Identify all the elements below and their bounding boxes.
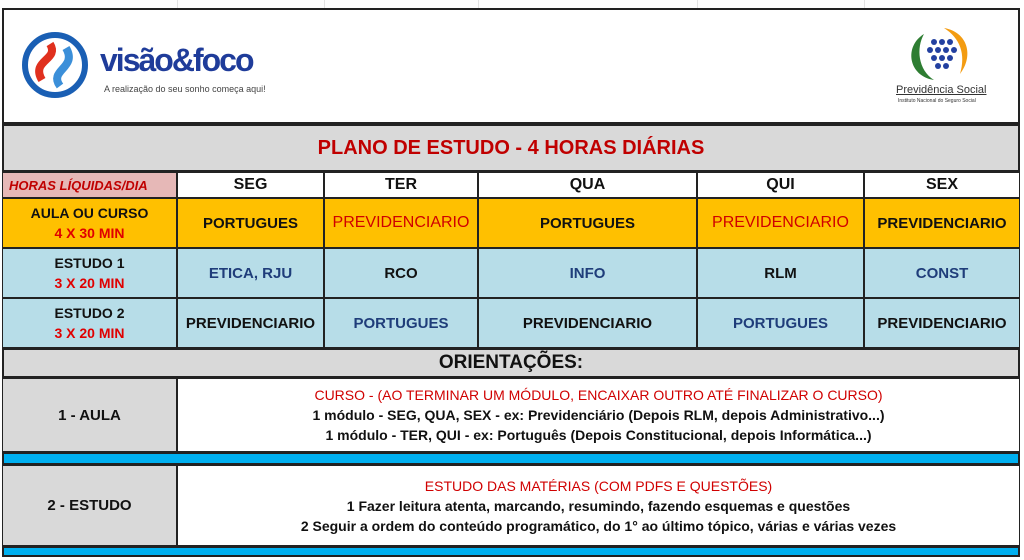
schedule-cell: PREVIDENCIARIO (864, 298, 1020, 348)
orientacao-line: 1 módulo - TER, QUI - ex: Português (Depois Constitucional, depois Informática...) (325, 427, 872, 443)
schedule-cell: RCO (324, 248, 478, 298)
schedule-cell: PREVIDENCIARIO (697, 198, 864, 248)
visao-foco-logo-icon (20, 30, 90, 100)
page-title: PLANO DE ESTUDO - 4 HORAS DIÁRIAS (2, 124, 1020, 172)
schedule-cell: PORTUGUES (478, 198, 697, 248)
schedule-cell: ETICA, RJU (177, 248, 324, 298)
separator-bar (2, 546, 1020, 557)
schedule-cell: PORTUGUES (697, 298, 864, 348)
orientacao-line: 2 Seguir a ordem do conteúdo programático, do 1° ao último tópico, várias e várias vezes (300, 517, 897, 534)
orientacao-label: 2 - ESTUDO (2, 465, 177, 546)
previdencia-logo-icon (904, 26, 974, 82)
row-label (2, 298, 177, 348)
schedule-cell: INFO (478, 248, 697, 298)
schedule-cell: RLM (697, 248, 864, 298)
orientacao-estudo-text (177, 465, 1020, 546)
orientacao-line: 1 Fazer leitura atenta, marcando, resumindo, fazendo esquemas e questões (346, 497, 851, 514)
row-label-title: AULA OU CURSO (30, 205, 149, 221)
row-label-duration: 3 X 20 MIN (54, 325, 125, 341)
orientacoes-title: ORIENTAÇÕES: (2, 348, 1020, 378)
orientacao-heading: ESTUDO DAS MATÉRIAS (COM PDFS E QUESTÕES) (424, 477, 773, 494)
day-header-seg: SEG (177, 172, 324, 198)
schedule-cell: PREVIDENCIARIO (324, 198, 478, 248)
row-label-duration: 4 X 30 MIN (54, 225, 125, 241)
header-banner (2, 8, 1020, 124)
schedule-cell: PREVIDENCIARIO (864, 198, 1020, 248)
orientacao-label: 1 - AULA (2, 378, 177, 452)
day-header-sex: SEX (864, 172, 1020, 198)
day-header-qua: QUA (478, 172, 697, 198)
partner-subtitle: Instituto Nacional do Seguro Social (898, 98, 976, 104)
corner-header: HORAS LÍQUIDAS/DIA (2, 172, 177, 198)
schedule-cell: PREVIDENCIARIO (478, 298, 697, 348)
schedule-cell: CONST (864, 248, 1020, 298)
row-label (2, 198, 177, 248)
orientacao-aula-text (177, 378, 1020, 452)
schedule-cell: PREVIDENCIARIO (177, 298, 324, 348)
day-header-qui: QUI (697, 172, 864, 198)
schedule-cell: PORTUGUES (177, 198, 324, 248)
orientacao-line: 1 módulo - SEG, QUA, SEX - ex: Previdenciário (Depois RLM, depois Administrativo...) (312, 407, 885, 423)
orientacao-heading: CURSO - (AO TERMINAR UM MÓDULO, ENCAIXAR OUTRO ATÉ FINALIZAR O CURSO) (314, 387, 883, 403)
row-label-title: ESTUDO 2 (54, 305, 125, 321)
row-label-duration: 3 X 20 MIN (54, 275, 125, 291)
separator-bar (2, 452, 1020, 465)
brand-tagline: A realização do seu sonho começa aqui! (104, 84, 266, 94)
schedule-cell: PORTUGUES (324, 298, 478, 348)
partner-name: Previdência Social (896, 84, 987, 96)
row-label (2, 248, 177, 298)
day-header-ter: TER (324, 172, 478, 198)
brand-name: visão&foco (100, 42, 253, 78)
row-label-title: ESTUDO 1 (54, 255, 125, 271)
